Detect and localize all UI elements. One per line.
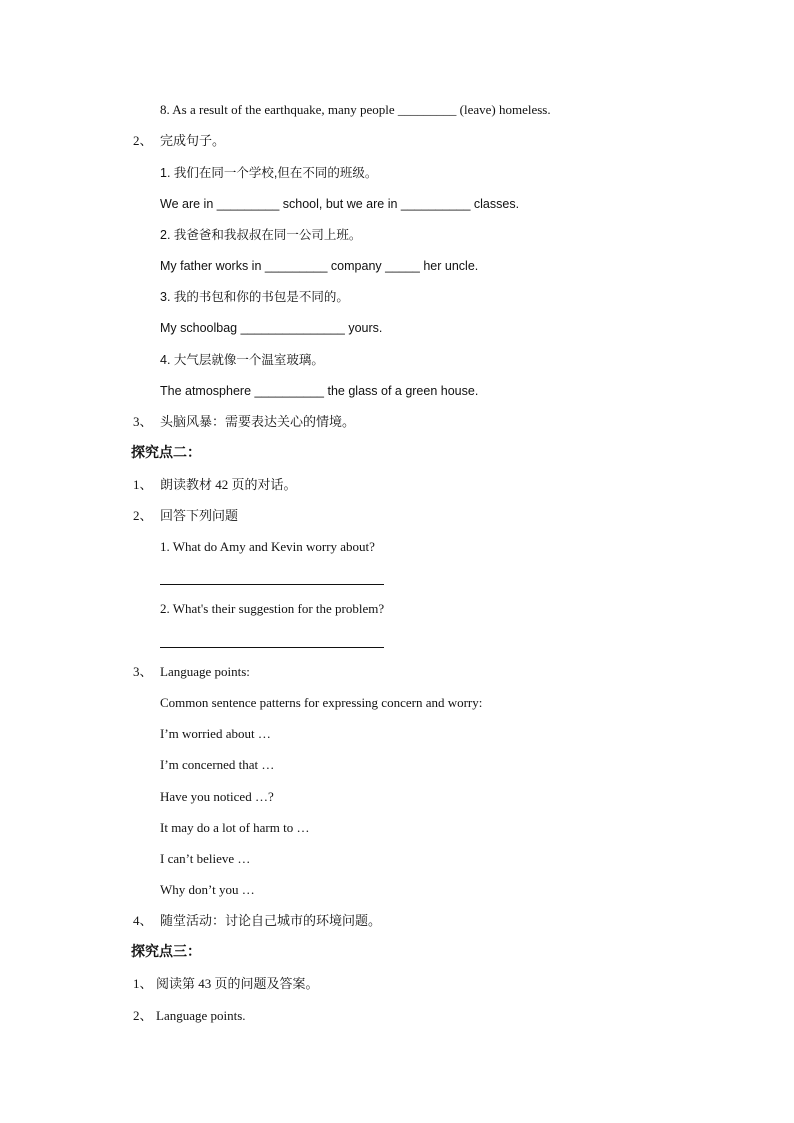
p2-item-2-number: 2、 (133, 508, 153, 523)
language-points-title: Language points: (160, 664, 250, 679)
sentence-1-chinese: 1. 我们在同一个学校,但在不同的班级。 (160, 166, 378, 180)
pattern-2: I’m concerned that … (160, 757, 275, 772)
activity-number: 4、 (133, 913, 153, 928)
question-2: 2. What's their suggestion for the problem? (160, 601, 385, 616)
section-3-text: 头脑风暴：需要表达关心的情境。 (160, 414, 356, 429)
heading-explore-point-2: 探究点二： (131, 445, 201, 461)
sentence-4-english: The atmosphere __________ the glass of a green house. (160, 384, 479, 398)
section-3-number: 3、 (133, 414, 153, 429)
sentence-1-english: We are in _________ school, but we are in __________ classes. (160, 197, 520, 211)
section-2-number: 2、 (133, 133, 153, 148)
pattern-1: I’m worried about … (160, 726, 271, 741)
p2-item-1-text: 朗读教材 42 页的对话。 (160, 477, 297, 492)
pattern-6: Why don’t you … (160, 882, 255, 897)
question-1: 1. What do Amy and Kevin worry about? (160, 539, 375, 554)
language-points-number: 3、 (133, 664, 153, 679)
p3-item-1-number: 1、 (133, 976, 153, 991)
sentence-4-chinese: 4. 大气层就像一个温室玻璃。 (160, 353, 324, 367)
section-2-title: 完成句子。 (160, 133, 226, 148)
pattern-3: Have you noticed …? (160, 789, 274, 804)
heading-explore-point-3: 探究点三： (131, 944, 201, 960)
language-points-intro: Common sentence patterns for expressing concern and worry: (160, 695, 483, 710)
sentence-3-chinese: 3. 我的书包和你的书包是不同的。 (160, 290, 349, 304)
p2-item-1-number: 1、 (133, 477, 153, 492)
activity-text: 随堂活动：讨论自己城市的环境问题。 (160, 913, 382, 928)
sentence-2-english: My father works in _________ company _____ her uncle. (160, 259, 479, 273)
answer-line-2 (160, 647, 384, 648)
p3-item-1-text: 阅读第 43 页的问题及答案。 (156, 976, 319, 991)
answer-line-1 (160, 584, 384, 585)
pattern-4: It may do a lot of harm to … (160, 820, 310, 835)
p2-item-2-text: 回答下列问题 (160, 508, 239, 523)
sentence-3-english: My schoolbag _______________ yours. (160, 321, 383, 335)
sentence-2-chinese: 2. 我爸爸和我叔叔在同一公司上班。 (160, 228, 362, 242)
p3-item-2-text: Language points. (156, 1008, 246, 1023)
question-8: 8. As a result of the earthquake, many people _________ (leave) homeless. (160, 102, 551, 117)
pattern-5: I can’t believe … (160, 851, 251, 866)
p3-item-2-number: 2、 (133, 1008, 153, 1023)
